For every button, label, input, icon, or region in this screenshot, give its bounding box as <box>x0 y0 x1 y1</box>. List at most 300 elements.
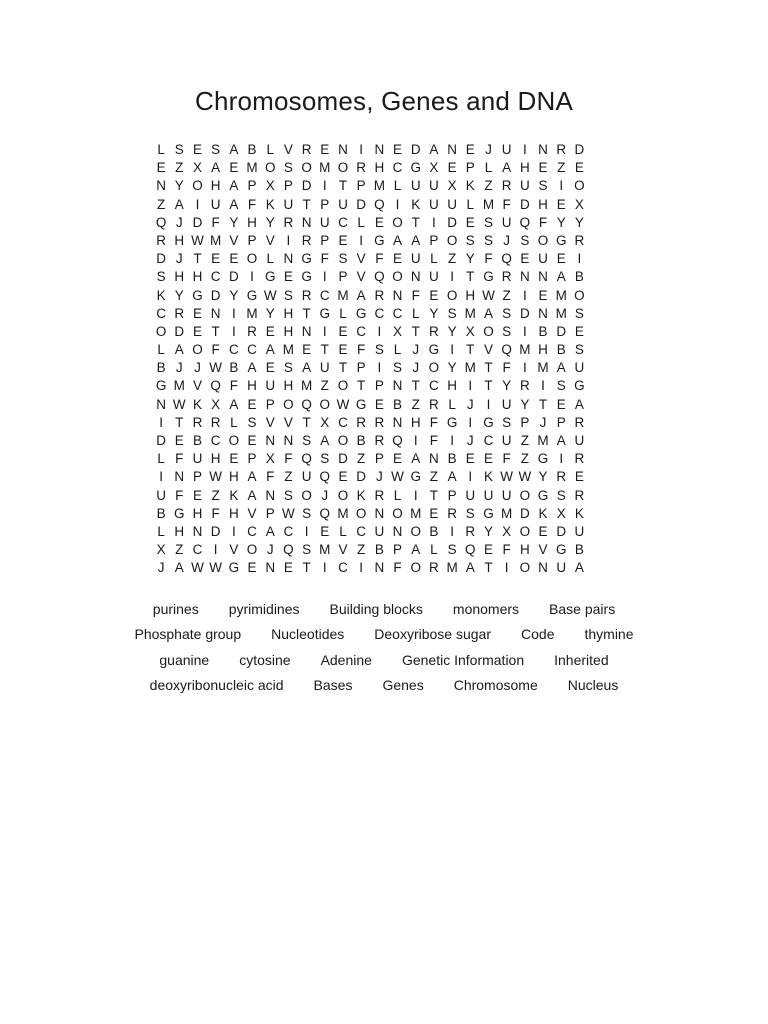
grid-letter: F <box>375 251 384 267</box>
grid-letter: I <box>450 433 454 448</box>
word-list-item: deoxyribonucleic acid <box>149 677 284 694</box>
grid-row <box>152 487 617 505</box>
grid-letter: N <box>283 251 294 267</box>
grid-letter: R <box>210 414 221 430</box>
grid-letter: R <box>301 287 312 303</box>
grid-letter: E <box>556 396 566 412</box>
grid-letter: D <box>556 323 567 339</box>
grid-letter: J <box>266 542 274 558</box>
grid-letter: U <box>338 196 348 212</box>
grid-letter: S <box>574 305 584 321</box>
grid-letter: G <box>301 269 312 285</box>
grid-row <box>152 359 617 377</box>
grid-letter: T <box>411 214 420 230</box>
word-list-item: Nucleus <box>567 677 619 694</box>
grid-letter: Z <box>520 451 529 467</box>
grid-letter: N <box>283 433 294 448</box>
grid-letter: F <box>502 360 511 376</box>
grid-letter: I <box>159 414 163 430</box>
grid-letter: B <box>393 396 403 412</box>
grid-letter: G <box>574 378 585 394</box>
grid-letter: N <box>538 142 548 157</box>
grid-letter: V <box>192 378 202 394</box>
grid-letter: H <box>192 505 203 521</box>
grid-letter: U <box>447 196 457 212</box>
grid-letter: Q <box>319 469 331 485</box>
grid-letter: Z <box>520 433 529 448</box>
grid-letter: D <box>156 433 166 448</box>
grid-row <box>152 159 617 177</box>
grid-letter: A <box>229 142 239 157</box>
grid-letter: F <box>211 214 220 230</box>
grid-letter: E <box>465 451 475 467</box>
grid-letter: P <box>192 469 202 485</box>
grid-letter: O <box>264 160 276 176</box>
grid-letter: K <box>356 487 366 503</box>
grid-letter: D <box>356 196 367 212</box>
grid-row <box>152 250 617 268</box>
word-list-item: guanine <box>159 651 210 668</box>
grid-letter: P <box>320 196 330 212</box>
grid-letter: Z <box>484 178 493 194</box>
grid-letter: Y <box>447 323 457 339</box>
grid-letter: I <box>577 251 582 267</box>
grid-letter: I <box>468 469 473 485</box>
grid-letter: N <box>174 469 185 485</box>
grid-letter: U <box>501 214 512 230</box>
grid-letter: M <box>300 378 313 394</box>
grid-letter: M <box>373 178 385 194</box>
grid-letter: M <box>537 433 549 448</box>
grid-letter: O <box>246 542 258 558</box>
grid-row <box>152 341 617 359</box>
grid-letter: I <box>231 323 236 339</box>
grid-letter: L <box>157 523 165 539</box>
grid-letter: N <box>156 396 166 412</box>
grid-letter: O <box>283 396 294 412</box>
grid-letter: B <box>192 433 202 448</box>
grid-letter: U <box>483 487 494 503</box>
grid-letter: F <box>211 505 220 521</box>
grid-letter: E <box>538 287 548 303</box>
grid-letter: R <box>356 160 367 176</box>
word-list-row <box>0 647 768 673</box>
grid-letter: O <box>192 342 203 358</box>
grid-letter: G <box>246 287 258 303</box>
grid-letter: K <box>538 505 548 521</box>
grid-letter: M <box>319 160 331 176</box>
grid-letter: E <box>283 560 293 576</box>
grid-letter: P <box>356 360 366 376</box>
grid-letter: Q <box>374 269 385 285</box>
grid-letter: Q <box>501 251 512 267</box>
grid-letter: S <box>302 505 312 521</box>
grid-letter: C <box>247 342 257 358</box>
grid-letter: R <box>556 142 567 157</box>
grid-letter: G <box>428 342 440 358</box>
grid-letter: I <box>522 323 527 339</box>
grid-letter: A <box>447 469 457 485</box>
grid-letter: K <box>465 178 475 194</box>
grid-letter: E <box>483 451 493 467</box>
page-title: Chromosomes, Genes and DNA <box>194 86 574 116</box>
grid-letter: O <box>337 160 349 176</box>
word-list-item: Inherited <box>554 651 609 668</box>
grid-row <box>152 305 617 323</box>
grid-letter: E <box>265 360 275 376</box>
grid-letter: A <box>265 523 275 539</box>
grid-letter: E <box>283 269 293 285</box>
grid-letter: D <box>556 523 567 539</box>
grid-letter: E <box>574 160 584 176</box>
grid-letter: W <box>391 469 404 485</box>
grid-letter: B <box>247 142 257 157</box>
grid-letter: H <box>247 378 257 394</box>
grid-letter: U <box>429 178 439 194</box>
grid-letter: E <box>192 305 202 321</box>
grid-letter: A <box>411 542 421 558</box>
grid-letter: F <box>502 196 511 212</box>
grid-letter: T <box>338 178 348 194</box>
grid-letter: U <box>538 251 548 267</box>
grid-letter: A <box>174 342 184 358</box>
grid-letter: E <box>393 451 403 467</box>
grid-letter: I <box>450 269 454 285</box>
grid-letter: Q <box>210 378 221 394</box>
grid-letter: Z <box>284 469 293 485</box>
grid-letter: O <box>392 269 403 285</box>
grid-letter: S <box>447 305 457 321</box>
grid-letter: L <box>430 251 438 267</box>
grid-letter: N <box>519 269 530 285</box>
grid-letter: A <box>556 360 566 376</box>
grid-letter: T <box>302 560 311 576</box>
grid-letter: T <box>466 269 475 285</box>
grid-letter: S <box>556 487 566 503</box>
grid-letter: Y <box>538 469 548 485</box>
grid-letter: B <box>429 523 439 539</box>
grid-letter: I <box>504 560 509 576</box>
grid-letter: F <box>502 542 511 558</box>
grid-letter: X <box>574 196 584 212</box>
grid-letter: E <box>247 396 257 412</box>
grid-letter: U <box>410 251 421 267</box>
grid-letter: Z <box>502 287 511 303</box>
word-list-item: Adenine <box>320 651 372 668</box>
grid-letter: R <box>174 305 185 321</box>
grid-letter: E <box>338 342 348 358</box>
grid-letter: O <box>155 323 167 339</box>
grid-letter: A <box>574 560 584 576</box>
grid-letter: E <box>156 160 166 176</box>
grid-letter: J <box>466 396 474 412</box>
grid-letter: E <box>229 160 239 176</box>
grid-letter: Y <box>174 287 184 303</box>
grid-row <box>152 377 617 395</box>
word-list-row <box>0 673 768 699</box>
grid-letter: S <box>483 214 493 230</box>
grid-letter: L <box>157 342 165 358</box>
grid-letter: E <box>229 451 239 467</box>
grid-letter: H <box>228 505 239 521</box>
grid-letter: J <box>412 342 420 358</box>
grid-letter: X <box>211 396 221 412</box>
grid-letter: N <box>301 214 312 230</box>
grid-letter: E <box>192 487 202 503</box>
grid-letter: P <box>520 414 530 430</box>
grid-letter: L <box>393 178 402 194</box>
grid-letter: S <box>283 160 293 176</box>
grid-letter: A <box>356 287 366 303</box>
grid-letter: N <box>538 560 548 576</box>
grid-letter: F <box>175 487 184 503</box>
grid-letter: N <box>429 451 439 467</box>
grid-letter: R <box>574 487 585 503</box>
grid-letter: N <box>410 269 421 285</box>
grid-letter: O <box>301 160 312 176</box>
grid-letter: W <box>518 469 532 485</box>
grid-letter: D <box>410 142 421 157</box>
grid-letter: Q <box>301 451 312 467</box>
grid-letter: M <box>173 378 185 394</box>
grid-letter: K <box>192 396 202 412</box>
grid-letter: Y <box>483 523 493 539</box>
grid-letter: Y <box>229 287 239 303</box>
grid-letter: P <box>374 378 384 394</box>
grid-letter: E <box>465 214 475 230</box>
grid-letter: M <box>464 360 476 376</box>
grid-letter: D <box>519 505 530 521</box>
grid-letter: R <box>574 414 585 430</box>
grid-letter: U <box>519 178 530 194</box>
grid-letter: H <box>519 160 530 176</box>
grid-letter: U <box>374 523 385 539</box>
grid-letter: V <box>247 505 257 521</box>
grid-letter: S <box>483 232 493 248</box>
grid-letter: Y <box>447 360 457 376</box>
grid-letter: T <box>484 378 493 394</box>
grid-letter: A <box>411 232 421 248</box>
grid-letter: H <box>174 269 185 285</box>
grid-letter: G <box>483 505 494 521</box>
grid-letter: P <box>247 451 257 467</box>
grid-letter: M <box>246 160 258 176</box>
grid-letter: L <box>230 414 238 430</box>
grid-letter: O <box>228 433 240 448</box>
grid-letter: I <box>377 360 382 376</box>
grid-letter: H <box>283 323 294 339</box>
grid-letter: I <box>522 142 527 157</box>
grid-letter: Z <box>211 487 220 503</box>
grid-letter: E <box>338 323 348 339</box>
grid-letter: E <box>465 142 475 157</box>
grid-letter: N <box>392 378 403 394</box>
grid-letter: A <box>247 469 257 485</box>
word-list-row <box>0 622 768 648</box>
grid-letter: X <box>429 160 439 176</box>
grid-letter: N <box>156 178 166 194</box>
grid-letter: R <box>556 469 567 485</box>
grid-letter: A <box>211 160 221 176</box>
grid-letter: M <box>282 342 295 358</box>
grid-letter: Y <box>502 378 512 394</box>
grid-letter: U <box>192 451 203 467</box>
grid-letter: G <box>374 232 385 248</box>
grid-letter: L <box>411 305 420 321</box>
grid-letter: H <box>283 378 294 394</box>
grid-letter: Z <box>411 396 420 412</box>
grid-letter: H <box>192 269 203 285</box>
grid-letter: L <box>266 142 274 157</box>
grid-letter: J <box>466 433 474 448</box>
grid-letter: P <box>356 178 366 194</box>
grid-letter: W <box>482 287 495 303</box>
grid-letter: G <box>319 305 331 321</box>
grid-letter: D <box>156 251 166 267</box>
grid-letter: G <box>301 251 312 267</box>
grid-letter: H <box>174 232 185 248</box>
grid-row <box>152 287 617 305</box>
grid-letter: M <box>319 542 331 558</box>
grid-letter: H <box>228 469 239 485</box>
grid-letter: K <box>483 469 493 485</box>
grid-letter: I <box>159 469 163 485</box>
grid-letter: Q <box>519 214 531 230</box>
grid-letter: V <box>483 342 493 358</box>
grid-letter: Z <box>357 451 366 467</box>
grid-letter: E <box>265 323 275 339</box>
grid-letter: T <box>302 414 311 430</box>
grid-letter: S <box>502 305 512 321</box>
grid-letter: H <box>210 451 221 467</box>
grid-letter: G <box>355 305 367 321</box>
word-list-item: Building blocks <box>329 600 423 617</box>
grid-letter: E <box>320 142 330 157</box>
grid-letter: T <box>484 360 493 376</box>
grid-letter: N <box>301 323 312 339</box>
grid-letter: E <box>192 142 202 157</box>
grid-letter: N <box>392 523 403 539</box>
grid-letter: M <box>537 360 549 376</box>
grid-letter: C <box>392 160 403 176</box>
grid-letter: E <box>447 160 457 176</box>
grid-letter: X <box>192 160 202 176</box>
grid-letter: B <box>538 323 548 339</box>
grid-letter: T <box>429 487 439 503</box>
grid-letter: E <box>556 251 566 267</box>
grid-letter: G <box>446 414 458 430</box>
grid-letter: O <box>392 214 403 230</box>
grid-letter: E <box>520 251 530 267</box>
grid-letter: C <box>483 433 494 448</box>
grid-row <box>152 432 617 450</box>
grid-letter: Z <box>320 378 329 394</box>
grid-letter: T <box>484 560 493 576</box>
grid-letter: R <box>374 487 385 503</box>
grid-letter: J <box>485 142 492 157</box>
grid-letter: Y <box>465 251 475 267</box>
grid-letter: O <box>574 287 585 303</box>
grid-letter: K <box>229 487 239 503</box>
grid-letter: I <box>213 542 218 558</box>
grid-letter: G <box>355 396 367 412</box>
grid-letter: H <box>447 378 457 394</box>
grid-letter: Y <box>174 178 184 194</box>
grid-letter: E <box>429 505 439 521</box>
grid-letter: O <box>410 560 421 576</box>
grid-letter: P <box>265 396 275 412</box>
word-list-item: thymine <box>584 626 634 643</box>
grid-letter: B <box>556 342 566 358</box>
grid-letter: N <box>392 414 403 430</box>
grid-letter: F <box>211 342 220 358</box>
grid-letter: C <box>338 214 348 230</box>
grid-letter: V <box>229 542 239 558</box>
grid-letter: E <box>574 323 584 339</box>
grid-letter: I <box>468 414 473 430</box>
grid-letter: W <box>172 396 186 412</box>
grid-letter: T <box>193 251 202 267</box>
grid-letter: N <box>374 142 385 157</box>
grid-letter: P <box>283 178 293 194</box>
grid-letter: Y <box>520 396 530 412</box>
grid-letter: W <box>191 560 204 576</box>
grid-letter: E <box>393 142 403 157</box>
grid-letter: X <box>393 323 403 339</box>
grid-letter: U <box>501 487 512 503</box>
grid-row <box>152 214 617 232</box>
grid-letter: N <box>265 560 276 576</box>
grid-letter: S <box>556 378 566 394</box>
grid-letter: A <box>556 269 566 285</box>
grid-letter: B <box>574 542 584 558</box>
grid-letter: A <box>247 487 257 503</box>
grid-row <box>152 232 617 250</box>
grid-letter: D <box>519 305 530 321</box>
grid-letter: T <box>466 342 475 358</box>
grid-letter: I <box>413 487 418 503</box>
grid-letter: V <box>356 269 366 285</box>
grid-letter: J <box>375 469 383 485</box>
grid-letter: S <box>283 287 293 303</box>
grid-letter: Z <box>357 542 366 558</box>
grid-row <box>152 505 617 523</box>
grid-letter: O <box>246 251 258 267</box>
grid-letter: I <box>486 396 491 412</box>
grid-letter: A <box>556 433 566 448</box>
grid-letter: H <box>538 196 548 212</box>
grid-letter: A <box>429 142 439 157</box>
grid-letter: D <box>301 178 312 194</box>
grid-letter: H <box>538 342 548 358</box>
grid-letter: I <box>413 433 418 448</box>
grid-letter: L <box>484 160 493 176</box>
grid-letter: L <box>339 305 347 321</box>
grid-letter: S <box>211 142 221 157</box>
grid-letter: A <box>465 560 475 576</box>
grid-letter: E <box>538 160 548 176</box>
grid-letter: I <box>559 451 564 467</box>
grid-letter: R <box>465 523 476 539</box>
grid-letter: J <box>175 251 183 267</box>
grid-letter: F <box>429 433 439 448</box>
grid-letter: X <box>156 542 166 558</box>
grid-letter: S <box>538 178 548 194</box>
grid-letter: Q <box>374 196 385 212</box>
grid-letter: M <box>555 305 567 321</box>
grid-letter: U <box>429 196 439 212</box>
grid-letter: C <box>392 305 403 321</box>
